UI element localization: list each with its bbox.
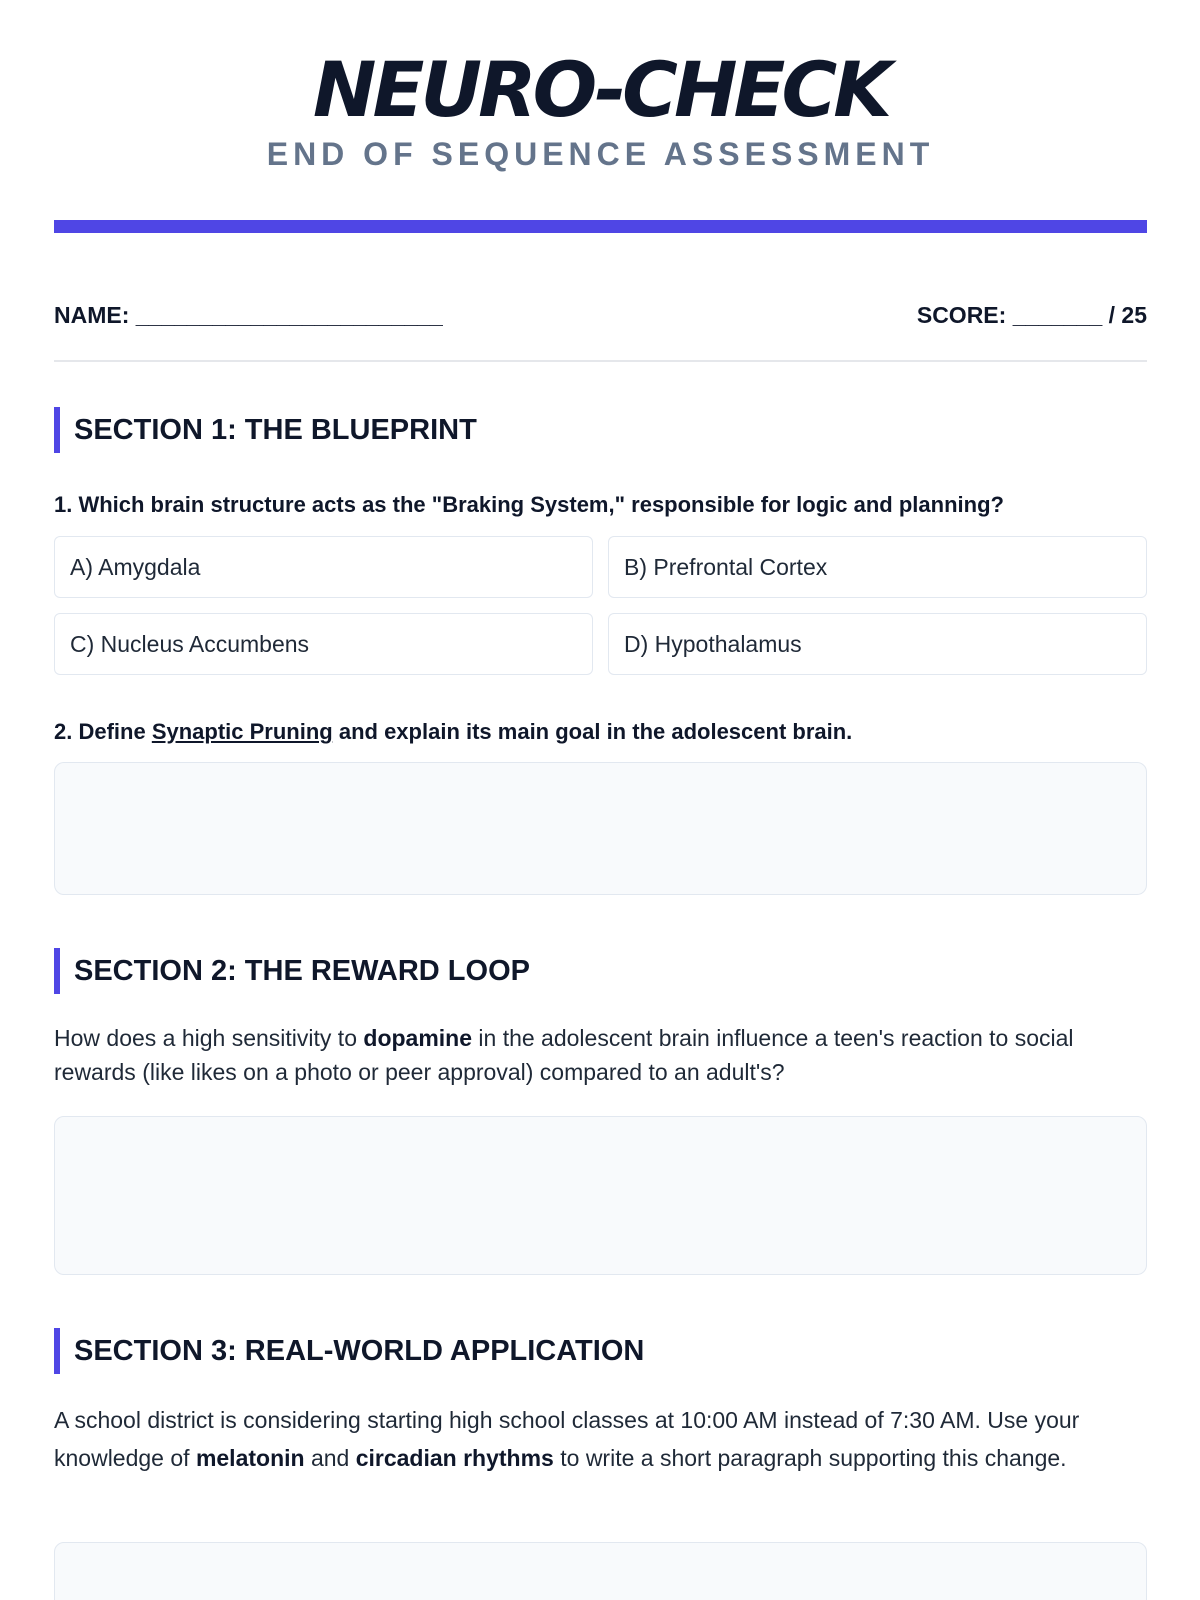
section-3-prompt-before: A school district is considering starting high school classes at 10:00 AM instead of 7:30 AM. Use your knowledge of	[54, 1407, 1080, 1471]
section-2-prompt-after: in the adolescent brain influence a teen's reaction to social rewards (like likes on a photo or peer approval) compared to an adult's?	[54, 1025, 1074, 1085]
page-title: NEURO-CHECK	[312, 45, 889, 134]
section-3-heading: SECTION 3: REAL-WORLD APPLICATION	[54, 1328, 1147, 1374]
question-2-prefix: 2. Define	[54, 719, 152, 744]
student-info-row	[54, 302, 1147, 329]
option-d[interactable]: D) Hypothalamus	[608, 613, 1147, 675]
question-2-answer-box[interactable]	[54, 762, 1147, 895]
option-a[interactable]: A) Amygdala	[54, 536, 593, 598]
question-2-text	[54, 719, 1147, 745]
section-3-prompt-mid: and	[304, 1445, 356, 1471]
section-2-answer-box[interactable]	[54, 1116, 1147, 1275]
section-3-answer-box[interactable]	[54, 1542, 1147, 1600]
section-2-prompt	[54, 1021, 1147, 1089]
section-3-prompt	[54, 1401, 1147, 1477]
option-b[interactable]: B) Prefrontal Cortex	[608, 536, 1147, 598]
section-2-heading: SECTION 2: THE REWARD LOOP	[54, 948, 1147, 994]
section-3-prompt-bold-2: circadian rhythms	[355, 1445, 554, 1471]
section-3-prompt-bold-1: melatonin	[195, 1445, 305, 1471]
assessment-page	[54, 0, 1147, 1600]
section-3-prompt-after: to write a short paragraph supporting this change.	[553, 1445, 1067, 1471]
info-divider	[54, 360, 1147, 362]
section-1-heading: SECTION 1: THE BLUEPRINT	[54, 407, 1147, 453]
question-1-text: 1. Which brain structure acts as the "Braking System," responsible for logic and planning?	[54, 492, 1004, 517]
page-subtitle: END OF SEQUENCE ASSESSMENT	[266, 136, 935, 172]
accent-divider	[54, 220, 1147, 233]
name-field[interactable]: NAME: ________________________	[54, 302, 443, 328]
score-field[interactable]: SCORE: _______ / 25	[916, 302, 1147, 328]
question-2-suffix: and explain its main goal in the adolescent brain.	[332, 719, 853, 744]
section-2-prompt-before: How does a high sensitivity to	[54, 1025, 364, 1051]
question-2-term: Synaptic Pruning	[151, 719, 333, 744]
section-2-prompt-bold: dopamine	[363, 1025, 473, 1051]
question-1-options	[54, 536, 1147, 675]
option-c[interactable]: C) Nucleus Accumbens	[54, 613, 593, 675]
